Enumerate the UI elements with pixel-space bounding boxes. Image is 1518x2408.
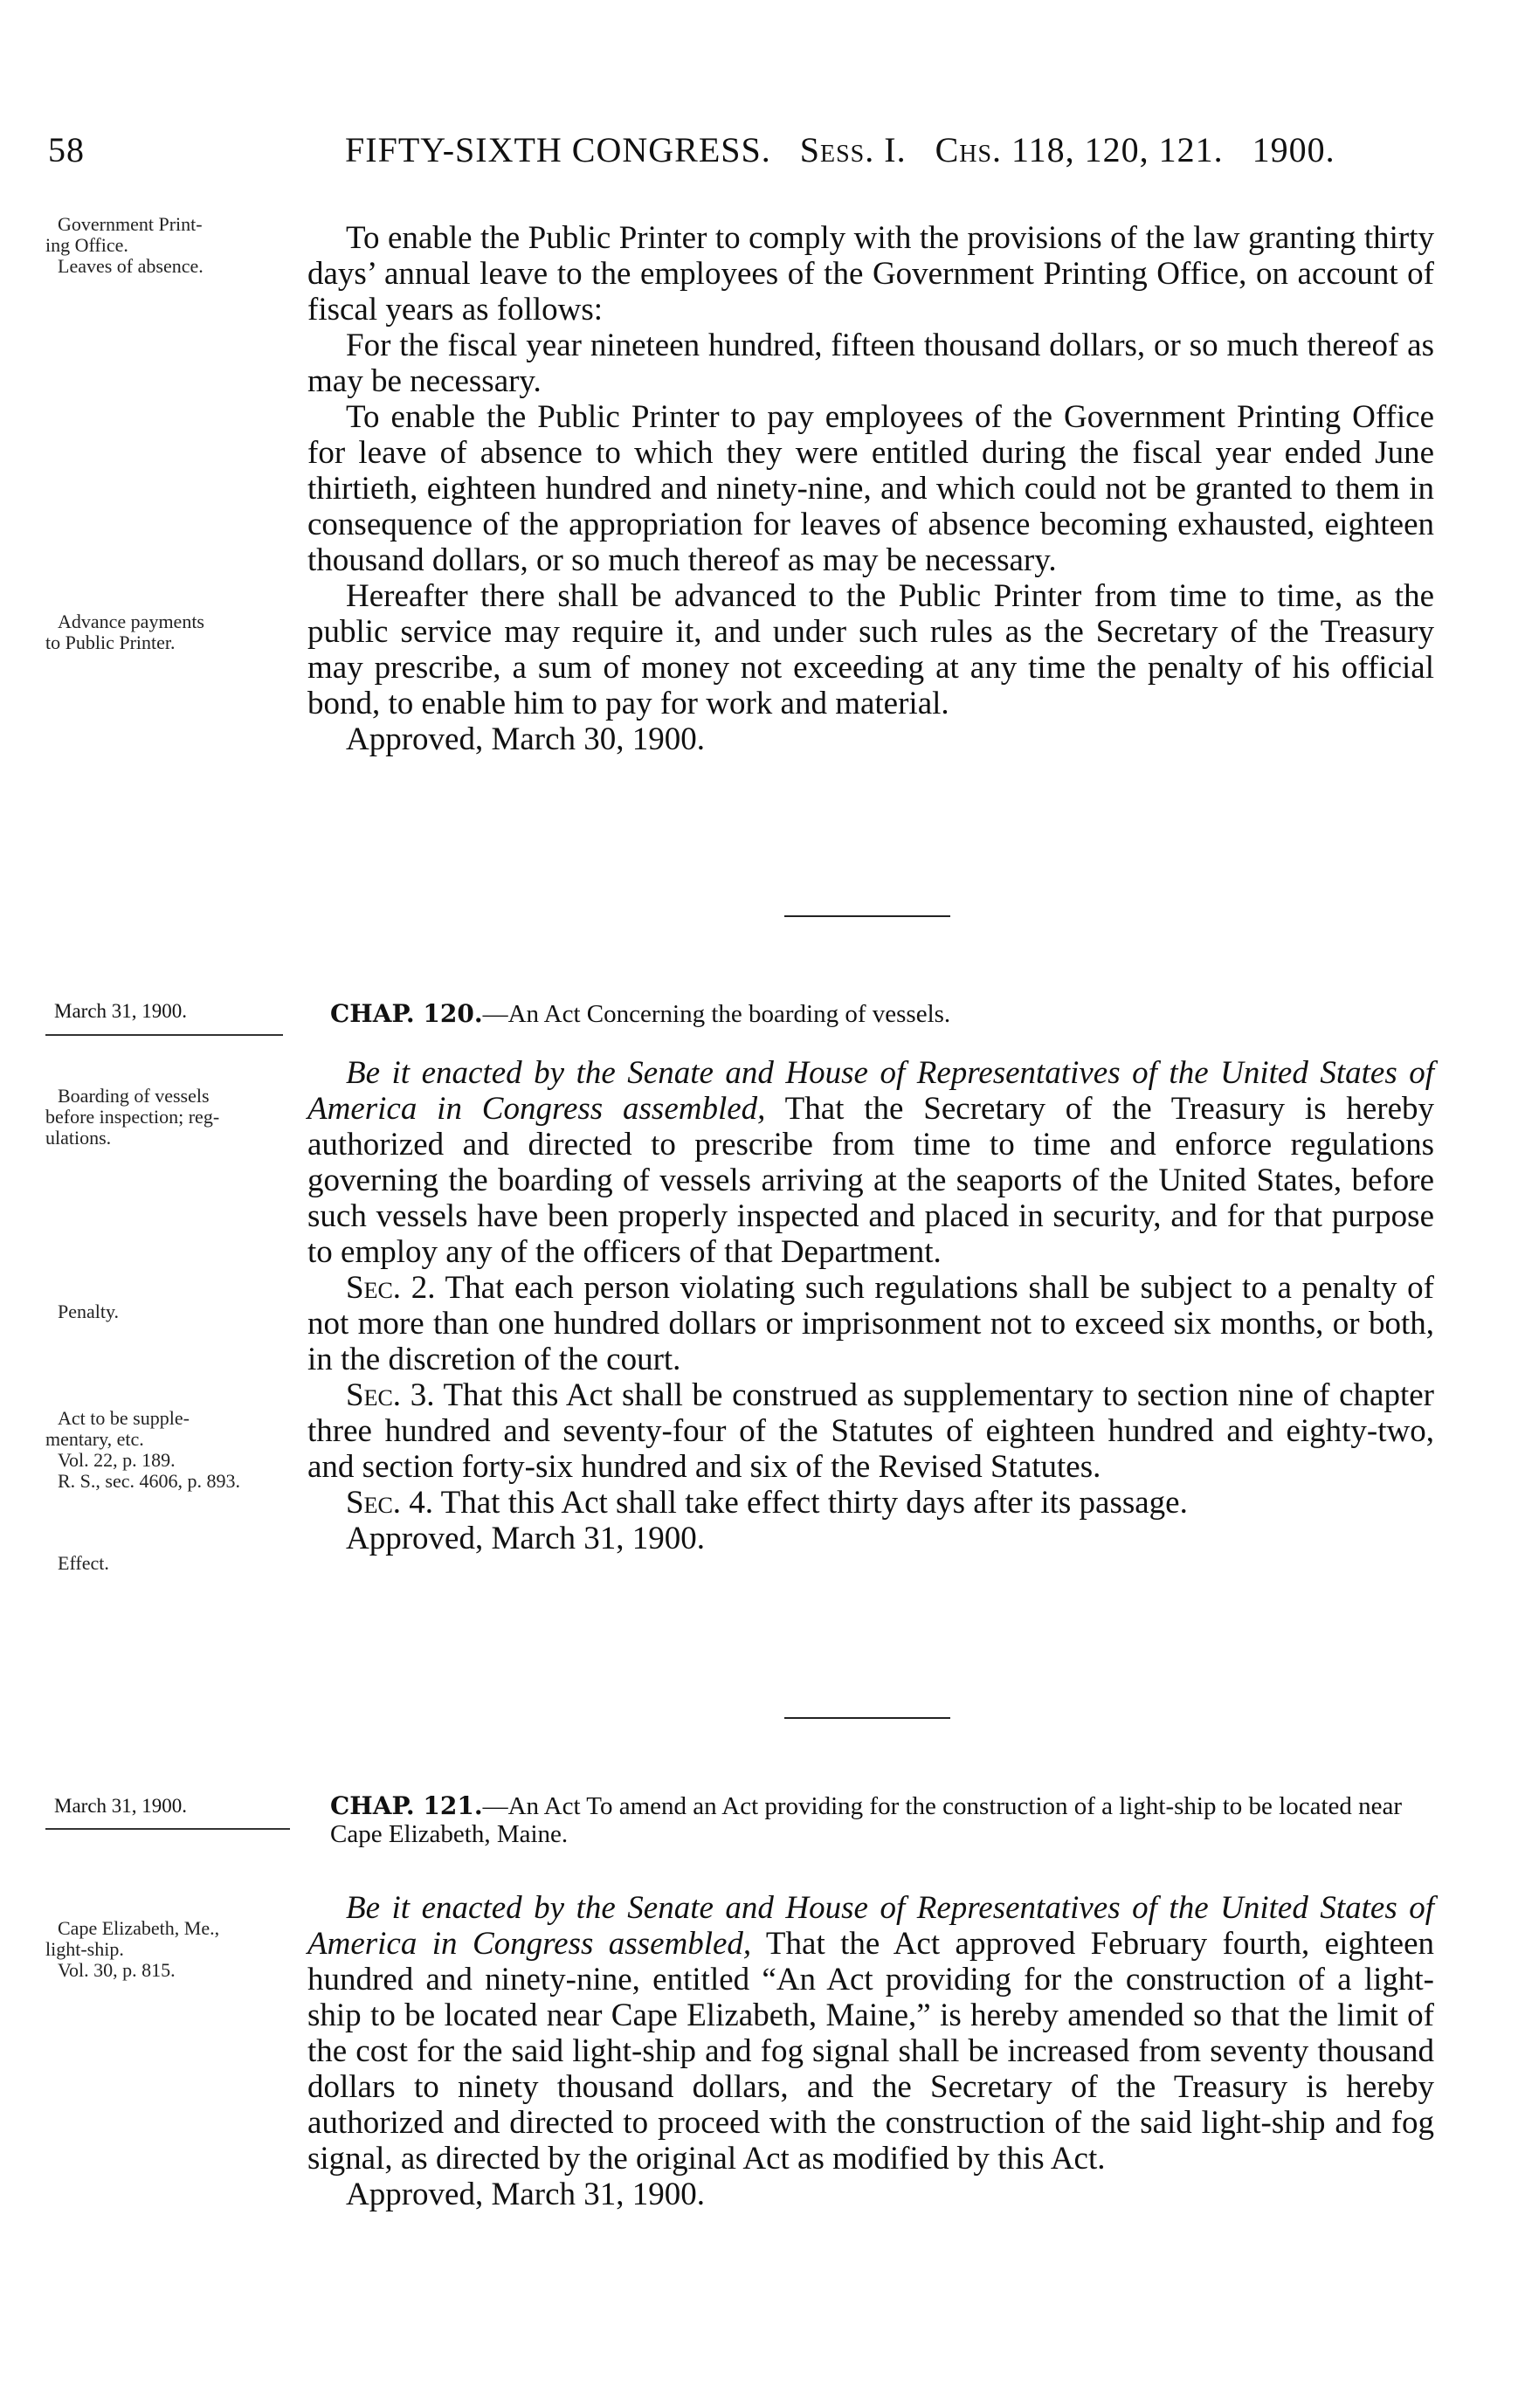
enacting-clause: Be it enacted by the Senate and House of Representatives of the United States of America in Congress assembled, That the Act approved February fourth, eighteen hundred and ninety-nine, entitled “An Act providing for the construction of a light-ship to be located near Cape Elizabeth, Maine,” is hereby amended so that the limit of the cost for the said light-ship and fog signal shall be increased from seventy thousand dollars to ninety thousand dollars, and the Secretary of the Treasury is hereby authorized and directed to proceed with the construction of the said light-ship and fog signal, as directed by the original Act as modified by this Act. [307,1890,1434,2177]
chapter120-body [307,1055,1434,1556]
paragraph: To enable the Public Printer to comply with the provisions of the law granting thirty days’ annual leave to the employees of the Government Printing Office, on account of fiscal years as follows: [307,220,1434,328]
date-rule [45,1828,290,1830]
chapter-date: March 31, 1900. [54,1795,188,1817]
section-4: Sec. 4. That this Act shall take effect thirty days after its passage. [346,1485,1188,1521]
paragraph: For the fiscal year nineteen hundred, fifteen thousand dollars, or so much thereof as may be necessary. [307,328,1434,399]
paragraph: Hereafter there shall be advanced to the Public Printer from time to time, as the public service may require it, and under such rules as the Secretary of the Treasury may prescribe, a sum of money not exceeding at any time the penalty of his official bond, to enable him to pay for work and material. [307,578,1434,721]
margin-note-advance: Advance payments to Public Printer. [45,611,204,653]
paragraph: To enable the Public Printer to pay employees of the Government Printing Office for leave of absence to which they were entitled during the fiscal year ended June thirtieth, eighteen hundred and ninety-nine, and which could not be granted to them in consequence of the appropriation for leaves of absence becoming exhausted, eighteen thousand dollars, or so much thereof as may be necessary. [307,399,1434,578]
header-chapters: Chs. 118, 120, 121. [935,130,1224,169]
approved-date: Approved, March 31, 1900. [346,2177,706,2212]
chapter-date: March 31, 1900. [54,1000,188,1022]
section-3: Sec. 3. That this Act shall be construed as supplementary to section nine of chapter three hundred and seventy-four of the Statutes of eighteen hundred and eighty-two, and section forty-six hundred and six of the Revised Statutes. [307,1377,1434,1485]
date-rule [45,1034,283,1036]
enacting-clause: Be it enacted by the Senate and House of Representatives of the United States of America in Congress assembled, That the Secretary of the Treasury is hereby authorized and directed to prescribe from time to time and enforce regulations governing the boarding of vessels arriving at the seaports of the United States, before such vessels have been properly inspected and placed in security, and for that purpose to employ any of the officers of that Department. [307,1055,1434,1270]
margin-note-cape-elizabeth: Cape Elizabeth, Me., light-ship. Vol. 30, p. 815. [45,1917,220,1981]
header-year: 1900. [1252,130,1335,169]
margin-note-effect: Effect. [58,1552,109,1574]
chapter121-body [307,1890,1434,2212]
chapter-label: CHAP. 121. [330,1791,483,1820]
margin-note-gpo: Government Print- ing Office. Leaves of absence. [45,213,204,277]
margin-note-supplementary: Act to be supple- mentary, etc. Vol. 22, p. 189. R. S., sec. 4606, p. 893. [45,1407,240,1492]
chapter-label: CHAP. 120. [330,999,483,1028]
approved-date: Approved, March 30, 1900. [346,721,706,757]
chapter-title: —An Act Concerning the boarding of vessels. [482,1000,951,1028]
header-title: FIFTY-SIXTH CONGRESS. [345,130,771,169]
margin-note-penalty: Penalty. [58,1301,120,1322]
header-session: Sess. I. [799,130,907,169]
chapter-heading [330,1000,1432,1028]
section-divider [784,1717,950,1719]
section-2: Sec. 2. That each person violating such regulations shall be subject to a penalty of not more than one hundred dollars or imprisonment not to exceed six months, or both, in the discretion of the court. [307,1270,1434,1377]
margin-note-boarding: Boarding of vessels before inspection; reg- ulations. [45,1085,220,1149]
chapter-heading [330,1792,1432,1848]
running-header [345,129,1335,170]
chapter-title: —An Act To amend an Act providing for the construction of a light-ship to be located near Cape Elizabeth, Maine. [330,1792,1403,1848]
section1-body [307,220,1434,757]
section-divider [784,915,950,917]
page-number: 58 [48,130,85,169]
approved-date: Approved, March 31, 1900. [346,1521,706,1556]
